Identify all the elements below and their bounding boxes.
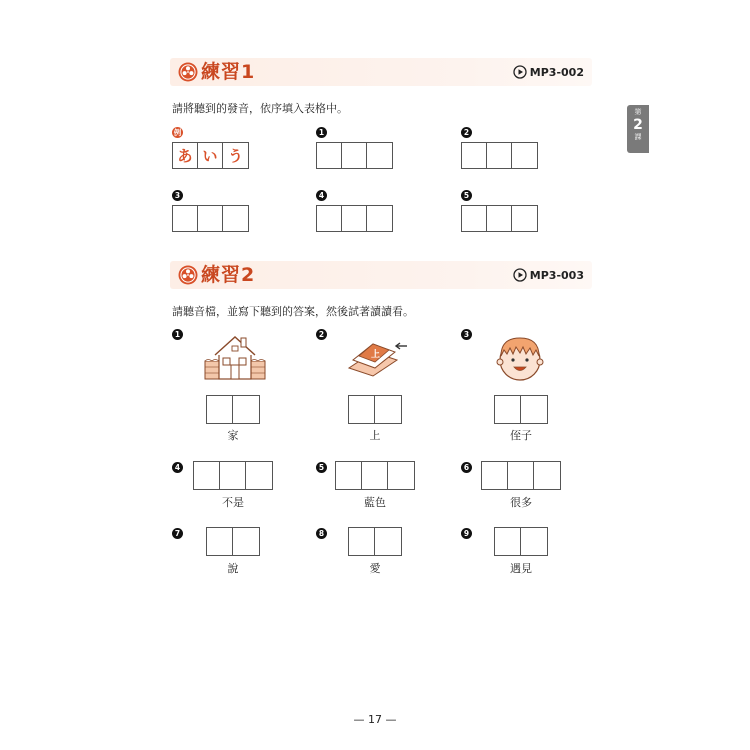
answer-cell[interactable] xyxy=(508,462,534,489)
example-cell: う xyxy=(227,147,243,165)
answer-grid xyxy=(193,461,273,490)
answer-cell[interactable] xyxy=(173,206,198,231)
word-prompt: 不是 xyxy=(222,496,244,509)
exercise1-title: 練習1 xyxy=(201,61,256,83)
item-number: 5 xyxy=(461,190,472,201)
answer-cell[interactable] xyxy=(482,462,508,489)
item-number: 8 xyxy=(316,528,327,539)
answer-cell[interactable] xyxy=(223,206,248,231)
word-prompt: 藍色 xyxy=(364,496,386,509)
side-tab-line3: 課 xyxy=(634,133,642,141)
word-prompt: 家 xyxy=(227,429,239,442)
item-number: 4 xyxy=(316,190,327,201)
answer-cell[interactable] xyxy=(512,206,537,231)
answer-grid xyxy=(316,142,393,169)
item-number: 7 xyxy=(172,528,183,539)
answer-cell[interactable] xyxy=(375,528,401,555)
side-tab-line1: 第 xyxy=(634,108,642,116)
play-icon xyxy=(513,65,527,79)
answer-cell[interactable] xyxy=(233,528,259,555)
answer-cell[interactable] xyxy=(207,396,233,423)
exercise1-audio-button[interactable] xyxy=(513,64,584,80)
answer-grid xyxy=(348,395,402,424)
answer-grid xyxy=(206,527,260,556)
answer-cell[interactable] xyxy=(487,206,512,231)
answer-grid xyxy=(461,205,538,232)
word-prompt: 說 xyxy=(227,562,239,575)
example-badge: 例 xyxy=(173,128,182,137)
answer-cell[interactable] xyxy=(349,396,375,423)
exercise1-banner xyxy=(170,58,592,86)
answer-cell[interactable] xyxy=(495,528,521,555)
answer-grid xyxy=(348,527,402,556)
answer-grid xyxy=(481,461,561,490)
play-icon xyxy=(513,268,527,282)
answer-cell[interactable] xyxy=(521,528,547,555)
film-reel-icon xyxy=(178,265,198,285)
house-icon xyxy=(203,331,267,383)
exercise2-audio-label: MP3-003 xyxy=(529,268,584,282)
answer-cell[interactable] xyxy=(534,462,560,489)
example-answer-grid xyxy=(172,142,249,169)
item-number: 2 xyxy=(461,127,472,138)
exercise1-audio-label: MP3-002 xyxy=(529,65,584,79)
answer-cell[interactable] xyxy=(367,206,392,231)
exercise2-audio-button[interactable] xyxy=(513,267,584,283)
item-number: 6 xyxy=(461,462,472,473)
item-number: 1 xyxy=(316,127,327,138)
answer-cell[interactable] xyxy=(246,462,272,489)
card-arrow-icon xyxy=(345,338,411,380)
exercise1-instruction: 請將聽到的發音，依序填入表格中。 xyxy=(172,102,348,115)
word-prompt: 侄子 xyxy=(510,429,532,442)
exercise2-title: 練習2 xyxy=(201,264,256,286)
answer-cell[interactable] xyxy=(375,396,401,423)
answer-grid xyxy=(335,461,415,490)
answer-cell[interactable] xyxy=(462,143,487,168)
word-prompt: 遇見 xyxy=(510,562,532,575)
answer-grid xyxy=(494,395,548,424)
answer-cell[interactable] xyxy=(194,462,220,489)
item-number: 9 xyxy=(461,528,472,539)
answer-cell[interactable] xyxy=(317,206,342,231)
answer-cell[interactable] xyxy=(512,143,537,168)
card-glyph: 上 xyxy=(371,350,381,360)
film-reel-icon xyxy=(178,62,198,82)
item-number: 3 xyxy=(461,329,472,340)
answer-cell[interactable] xyxy=(207,528,233,555)
answer-cell[interactable] xyxy=(462,206,487,231)
chapter-side-tab xyxy=(627,105,649,153)
page-number: — 17 — xyxy=(353,713,397,726)
item-number: 3 xyxy=(172,190,183,201)
answer-cell[interactable] xyxy=(362,462,388,489)
answer-cell[interactable] xyxy=(317,143,342,168)
item-number: 1 xyxy=(172,329,183,340)
item-number: 4 xyxy=(172,462,183,473)
answer-cell[interactable] xyxy=(233,396,259,423)
answer-cell[interactable] xyxy=(388,462,414,489)
answer-cell[interactable] xyxy=(198,206,223,231)
word-prompt: 愛 xyxy=(369,562,381,575)
answer-cell[interactable] xyxy=(220,462,246,489)
answer-grid xyxy=(206,395,260,424)
answer-cell[interactable] xyxy=(521,396,547,423)
boy-face-icon xyxy=(494,332,546,384)
answer-cell[interactable] xyxy=(349,528,375,555)
answer-cell[interactable] xyxy=(367,143,392,168)
example-cell: あ xyxy=(173,143,198,168)
answer-grid xyxy=(172,205,249,232)
answer-grid xyxy=(316,205,393,232)
answer-cell[interactable] xyxy=(495,396,521,423)
answer-cell[interactable] xyxy=(342,143,367,168)
answer-grid xyxy=(461,142,538,169)
answer-cell[interactable] xyxy=(487,143,512,168)
side-tab-line2: 2 xyxy=(633,117,643,133)
item-number: 2 xyxy=(316,329,327,340)
word-prompt: 上 xyxy=(369,429,381,442)
answer-cell[interactable] xyxy=(342,206,367,231)
exercise2-banner xyxy=(170,261,592,289)
item-number: 5 xyxy=(316,462,327,473)
example-cell: い xyxy=(198,143,223,168)
answer-cell[interactable] xyxy=(336,462,362,489)
word-prompt: 很多 xyxy=(510,496,532,509)
answer-grid xyxy=(494,527,548,556)
exercise2-instruction: 請聽音檔，並寫下聽到的答案，然後試著讀讀看。 xyxy=(172,305,414,318)
